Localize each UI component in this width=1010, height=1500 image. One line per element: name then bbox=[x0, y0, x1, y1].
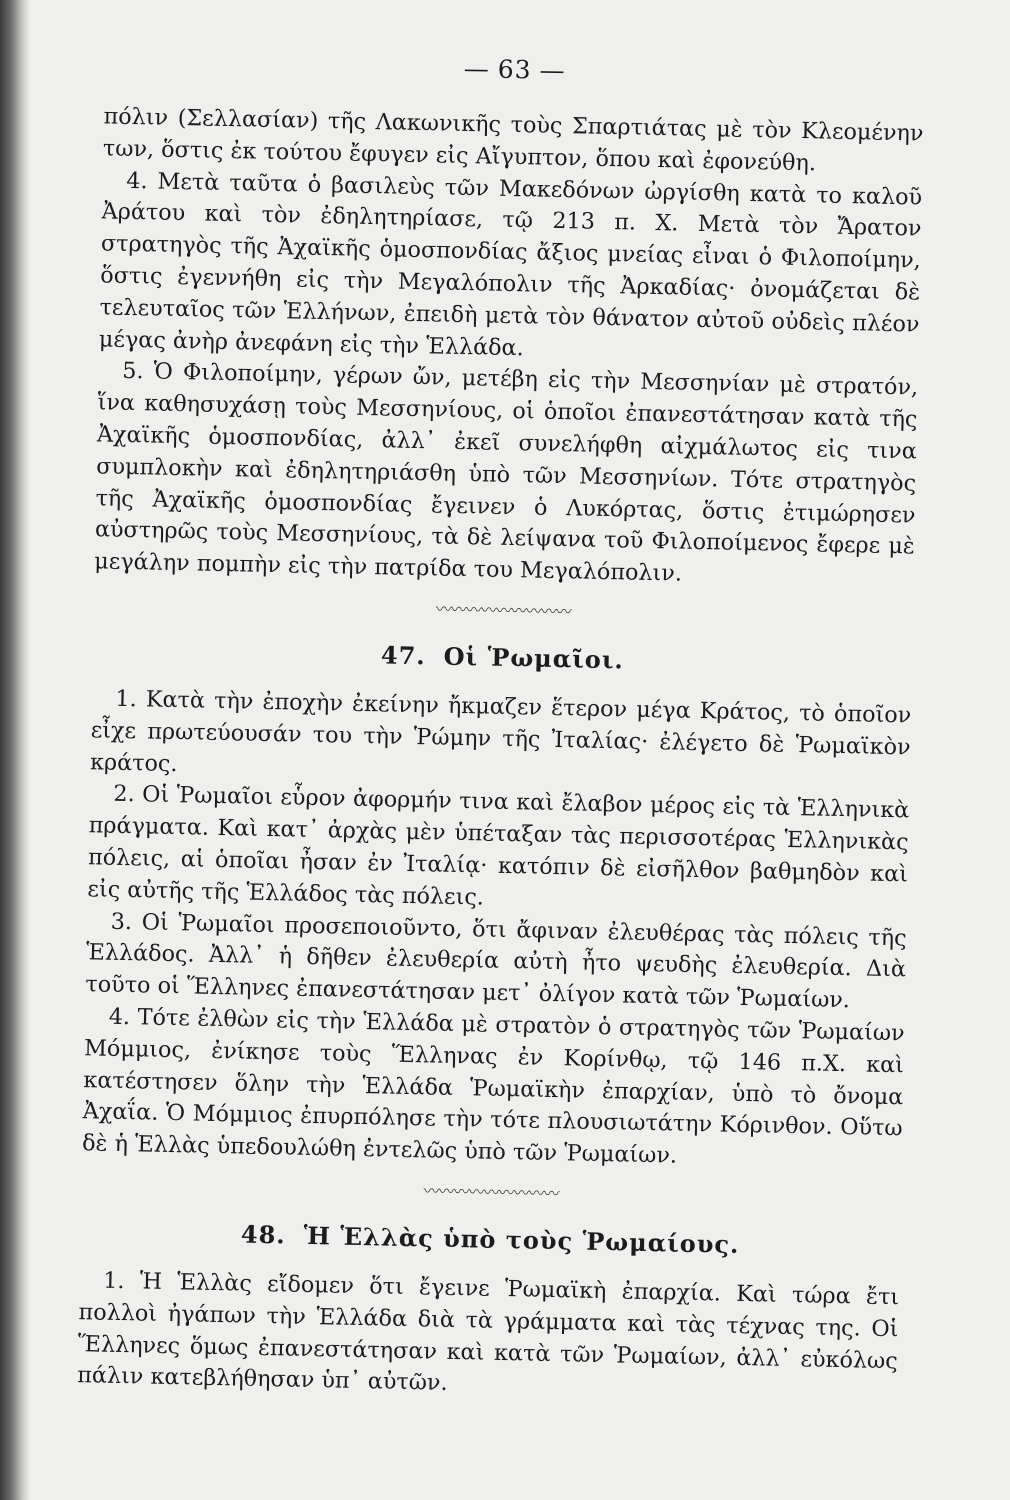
s47-paragraph-3: 3. Οἱ Ῥωμαῖοι προσεποιοῦντο, ὅτι ἄφιναν ἐλευθέρας τὰς πόλεις τῆς Ἑλλάδος. Ἀλλ᾿ ἡ δῆθεν ἐλευθερία αὐτὴ ἦτο ψευδὴς ἐλευθερία. Διὰ τοῦτο οἱ Ἕλληνες ἐπανεστάτησαν μετ᾿ ὀλίγον κατὰ τῶν Ῥωμαίων. bbox=[85, 908, 907, 1014]
section-47-number: 47. bbox=[380, 640, 426, 671]
section-47-title: Οἱ Ῥωμαῖοι. bbox=[443, 641, 625, 675]
paragraph-5: 5. Ὁ Φιλοποίμην, γέρων ὤν, μετέβη εἰς τὴν Μεσσηνίαν μὲ στρατόν, ἵνα καθησυχάσῃ τοὺς Μεσσηνίους, οἱ ὁποῖοι ἐπανεστάτησαν κατὰ τῆς Ἀχαϊκῆς ὁμοσπονδίας, ἀλλ᾿ ἐκεῖ συνελήφθη αἰχμάλωτος εἰς τινα συμπλοκὴν καὶ ἐδηλητηριάσθη ὑπὸ τῶν Μεσσηνίων. Τότε στρατηγὸς τῆς Ἀχαϊκῆς ὁμοσπονδίας ἔγεινεν ὁ Λυκόρτας, ὅστις ἐτιμώρησεν αὐστηρῶς τοὺς Μεσσηνίους, τὰ δὲ λείψανα τοῦ Φιλοποίμενος ἔφερε μὲ μεγάλην πομπὴν εἰς τὴν πατρίδα του Μεγαλόπολιν. bbox=[94, 358, 919, 587]
section-48-title: Ἡ Ἑλλὰς ὑπὸ τοὺς Ῥωμαίους. bbox=[303, 1220, 740, 1259]
section-48-heading bbox=[80, 1216, 900, 1262]
s48-paragraph-1: 1. Ἡ Ἑλλὰς εἴδομεν ὅτι ἔγεινε Ῥωμαϊκὴ ἐπαρχία. Καὶ τώρα ἔτι πολλοὶ ἠγάπων τὴν Ἑλλάδα διὰ τὰ γράμματα καὶ τὰς τέχνας της. Οἱ Ἕλληνες ὅμως ἐπανεστάτησαν καὶ κατὰ τῶν Ῥωμαίων, ἀλλ᾿ εὐκόλως πάλιν κατεβλήθησαν ὑπ᾿ αὐτῶν. bbox=[76, 1267, 900, 1397]
page-number-value: 63 bbox=[497, 54, 532, 85]
section-48-number: 48. bbox=[240, 1219, 286, 1250]
s47-paragraph-4: 4. Τότε ἐλθὼν εἰς τὴν Ἑλλάδα μὲ στρατὸν ὁ στρατηγὸς τῶν Ῥωμαίων Μόμμιος, ἐνίκησε τοὺς Ἕλληνας ἐν Κορίνθῳ, τῷ 146 π.Χ. καὶ κατέστησεν ὅλην τὴν Ἑλλάδα Ῥωμαϊκὴν ἐπαρχίαν, ὑπὸ τὸ ὄνομα Ἀχαΐα. Ὁ Μόμμιος ἐπυρπόλησε τὴν τότε πλουσιωτάτην Κόρινθον. Οὕτω δὲ ἡ Ἑλλὰς ὑπεδουλώθη ἐντελῶς ὑπὸ τῶν Ῥωμαίων. bbox=[81, 1003, 905, 1169]
s47-paragraph-1: 1. Κατὰ τὴν ἐποχὴν ἐκείνην ἤκμαζεν ἕτερον μέγα Κράτος, τὸ ὁποῖον εἶχε πρωτεύουσάν του τὴν Ῥώμην τῆς Ἰταλίας· ἐλέγετο δὲ Ῥωμαϊκὸν κράτος. bbox=[89, 685, 912, 777]
binding-shadow bbox=[0, 0, 30, 1500]
paragraph-4: 4. Μετὰ ταῦτα ὁ βασιλεὺς τῶν Μακεδόνων ὠργίσθη κατὰ το καλοῦ Ἀράτου καὶ τὸν ἐδηλητηρίασε, τῷ 213 π. Χ. Μετὰ τὸν Ἄρατον στρατηγὸς τῆς Ἀχαϊκῆς ὁμοσπονδίας ἄξιος μνείας εἶναι ὁ Φιλοποίμην, ὅστις ἐγεννήθη εἰς τὴν Μεγαλόπολιν τῆς Ἀρκαδίας· ὀνομάζεται δὲ τελευταῖος τῶν Ἑλλήνων, ἐπειδὴ μετὰ τὸν θάνατον αὐτοῦ οὐδεὶς πλέον μέγας ἀνὴρ ἀνεφάνη εἰς τὴν Ἑλλάδα. bbox=[98, 167, 923, 361]
section-47-heading bbox=[92, 634, 912, 680]
section-divider: 〰〰〰〰〰〰〰〰〰 bbox=[435, 599, 572, 622]
page-number: — 63 — bbox=[463, 53, 566, 86]
continuation-paragraph: πόλιν (Σελλασίαν) τῆς Λακωνικῆς τοὺς Σπαρτιάτας μὲ τὸν Κλεομένην των, ὅστις ἐκ τούτου ἔφυγεν εἰς Αἴγυπτον, ὅπου καὶ ἐφονεύθη. bbox=[102, 103, 924, 177]
page-content bbox=[77, 46, 925, 1409]
section-divider-2: 〰〰〰〰〰〰〰〰〰 bbox=[423, 1181, 559, 1204]
s47-paragraph-2: 2. Οἱ Ῥωμαῖοι εὗρον ἀφορμήν τινα καὶ ἔλαβον μέρος εἰς τὰ Ἑλληνικὰ πράγματα. Καὶ κατ᾿ ἀρχὰς μὲν ὑπέταξαν τὰς περισσοτέρας Ἑλληνικὰς πόλεις, αἱ ὁποῖαι ἦσαν ἐν Ἰταλίᾳ· κατόπιν δὲ εἰσῆλθον βαθμηδὸν καὶ εἰς αὐτῆς τῆς Ἑλλάδος τὰς πόλεις. bbox=[87, 781, 910, 911]
